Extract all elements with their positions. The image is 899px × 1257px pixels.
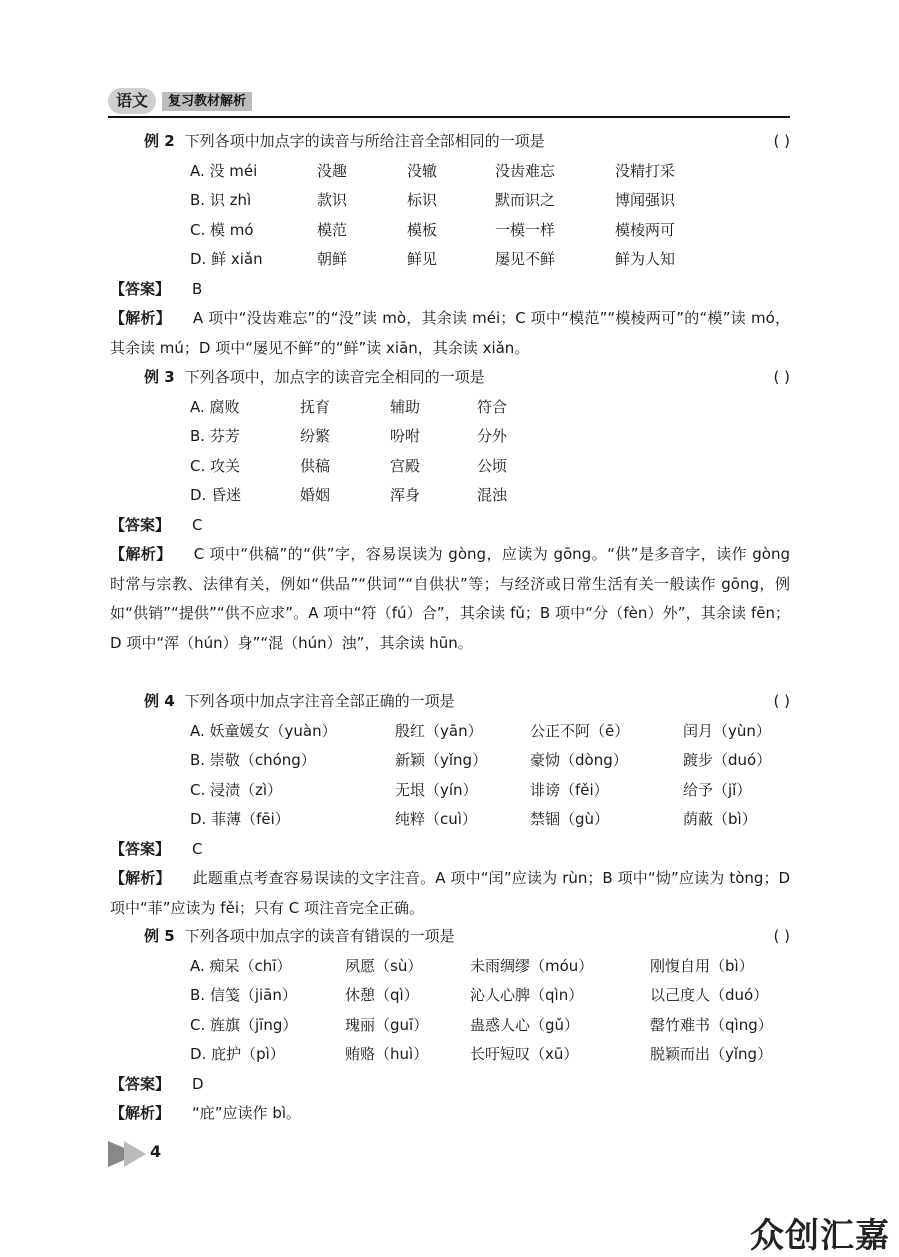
option-item: 鲜为人知 [615,250,676,268]
explanation-text: “庇”应读作 bì。 [192,1104,302,1122]
option-row [110,216,790,246]
question-4 [110,687,790,923]
option-row [110,1011,790,1041]
option-item: 新颖（yǐng） [395,751,488,769]
option-label: A. 腐败 [190,397,240,416]
option-row [110,1040,790,1070]
explanation-label: 【解析】 [110,1104,171,1122]
option-item: 纷繁 [300,427,331,445]
explanation-label: 【解析】 [110,869,171,887]
answer-value: D [192,1074,204,1093]
option-label: D. 庇护（pì） [190,1045,285,1063]
option-item: 吩咐 [390,427,421,445]
option-row [110,805,790,835]
answer-label: 【答案】 [110,1074,171,1093]
option-row [110,981,790,1011]
question-2 [110,127,790,363]
answer-blank: ( ) [773,927,790,945]
option-item: 贿赂（huì） [345,1045,429,1063]
option-label: B. 崇敬（chóng） [190,751,316,769]
question-5 [110,922,790,1129]
option-item: 辅助 [390,397,421,416]
option-row [110,952,790,982]
question-stem: 下列各项中加点字的读音与所给注音全部相同的一项是 [184,132,545,150]
option-label: B. 识 zhì [190,191,252,209]
option-item: 没齿难忘 [495,161,556,180]
option-item: 无垠（yín） [395,780,478,799]
option-item: 符合 [477,397,508,416]
option-item: 鲜见 [407,250,438,268]
option-item: 模板 [407,220,438,239]
option-row [110,452,790,482]
question-stem: 下列各项中加点字注音全部正确的一项是 [184,692,455,710]
answer-label: 【答案】 [110,279,171,298]
header [108,88,790,114]
option-item: 蛊惑人心（gǔ） [470,1015,580,1034]
answer-blank: ( ) [773,692,790,710]
explanation-text: 此题重点考查容易误读的文字注音。A 项中“闰”应读为 rùn；B 项中“恸”应读为 tòng；D 项中“菲”应读为 fěi；只有 C 项注音完全正确。 [110,869,790,917]
option-item: 给予（jǐ） [683,780,752,799]
options [110,157,790,275]
option-row [110,422,790,452]
option-item: 休憩（qì） [345,986,419,1004]
option-item: 禁锢（gù） [530,810,610,828]
option-label: A. 痴呆（chī） [190,956,292,975]
answer-value: C [192,839,203,858]
option-item: 殷红（yān） [395,721,483,740]
option-item: 没趣 [317,161,348,180]
option-item: 朝鲜 [317,250,348,268]
header-rule [108,116,790,118]
option-item: 豪恸（dòng） [530,751,628,769]
answer-label: 【答案】 [110,839,171,858]
option-item: 罄竹难书（qìng） [650,1015,773,1034]
section-title: 复习教材解析 [162,92,252,111]
options [110,393,790,511]
option-item: 没精打采 [615,161,676,180]
option-label: B. 信笺（jiān） [190,986,297,1004]
option-item: 供稿 [300,456,331,475]
question-number: 例 3 [144,368,175,386]
explanation-text: A 项中“没齿难忘”的“没”读 mò，其余读 méi；C 项中“模范”“模棱两可”的“模”读 mó，其余读 mú；D 项中“屡见不鲜”的“鲜”读 xiān，其余读 xiǎn。 [110,309,790,357]
option-item: 未雨绸缪（móu） [470,956,594,975]
explanation-text: C 项中“供稿”的“供”字，容易误读为 gòng，应读为 gōng。“供”是多音字，读作 gòng 时常与宗教、法律有关，例如“供品”“供词”“自供状”等；与经济或日常生活有关一般读作 gōng，例如“供销”“提供”“供不应求”。A 项中“符（fú）合”，其余读 fǔ；B 项中“分（fèn）外”，其余读 fēn；D 项中“浑（hún）身”“混（hún）浊”，其余读 hūn。 [110,545,790,652]
option-item: 长吁短叹（xū） [470,1045,579,1063]
option-item: 婚姻 [300,486,331,504]
option-item: 瑰丽（guī） [345,1015,429,1034]
option-label: A. 妖童媛女（yuàn） [190,721,337,740]
option-item: 公顷 [477,456,508,475]
option-label: C. 旌旗（jīng） [190,1015,298,1034]
answer-label: 【答案】 [110,515,171,534]
answer-blank: ( ) [773,368,790,386]
option-item: 分外 [477,427,508,445]
option-row [110,186,790,216]
option-item: 一模一样 [495,220,556,239]
option-label: A. 没 méi [190,161,258,180]
option-item: 标识 [407,191,438,209]
explanation-label: 【解析】 [110,309,171,327]
option-label: C. 浸渍（zì） [190,780,283,799]
question-number: 例 5 [144,927,175,945]
option-row [110,776,790,806]
option-item: 宫殿 [390,456,421,475]
option-item: 夙愿（sù） [345,956,423,975]
option-row [110,245,790,275]
option-item: 抚育 [300,397,331,416]
answer-value: B [192,279,203,298]
option-item: 沁人心脾（qìn） [470,986,584,1004]
option-item: 博闻强识 [615,191,676,209]
options [110,952,790,1070]
question-stem: 下列各项中加点字的读音有错误的一项是 [184,927,455,945]
option-item: 荫蔽（bì） [683,810,757,828]
option-item: 刚愎自用（bì） [650,956,754,975]
option-row [110,717,790,747]
option-label: D. 菲薄（fēi） [190,810,290,828]
explanation-label: 【解析】 [110,545,172,563]
option-item: 屡见不鲜 [495,250,556,268]
watermark: 众创汇嘉 [750,1216,890,1256]
option-row [110,393,790,423]
option-label: D. 昏迷 [190,486,242,504]
option-item: 没辙 [407,161,438,180]
option-label: B. 芬芳 [190,427,240,445]
page-number: 4 [150,1142,162,1161]
answer-blank: ( ) [773,132,790,150]
page-arrow-icon [124,1141,146,1167]
option-item: 模棱两可 [615,220,676,239]
question-number: 例 2 [144,132,175,150]
question-stem: 下列各项中，加点字的读音完全相同的一项是 [184,368,485,386]
option-item: 闰月（yùn） [683,721,771,740]
option-item: 诽谤（fěi） [530,780,609,799]
option-item: 混浊 [477,486,508,504]
option-item: 踱步（duó） [683,751,772,769]
option-row [110,746,790,776]
option-label: D. 鲜 xiǎn [190,250,263,268]
option-item: 浑身 [390,486,421,504]
option-item: 模范 [317,220,348,239]
option-item: 脱颖而出（yǐng） [650,1045,773,1063]
option-item: 款识 [317,191,348,209]
answer-value: C [192,515,203,534]
options [110,717,790,835]
option-row [110,157,790,187]
option-label: C. 攻关 [190,456,241,475]
question-3 [110,363,790,658]
option-label: C. 模 mó [190,220,254,239]
subject-logo: 语文 [108,88,156,114]
option-item: 以己度人（duó） [650,986,769,1004]
option-item: 公正不阿（ē） [530,721,630,740]
option-item: 默而识之 [495,191,556,209]
question-number: 例 4 [144,692,175,710]
option-item: 纯粹（cuì） [395,810,477,828]
option-row [110,481,790,511]
